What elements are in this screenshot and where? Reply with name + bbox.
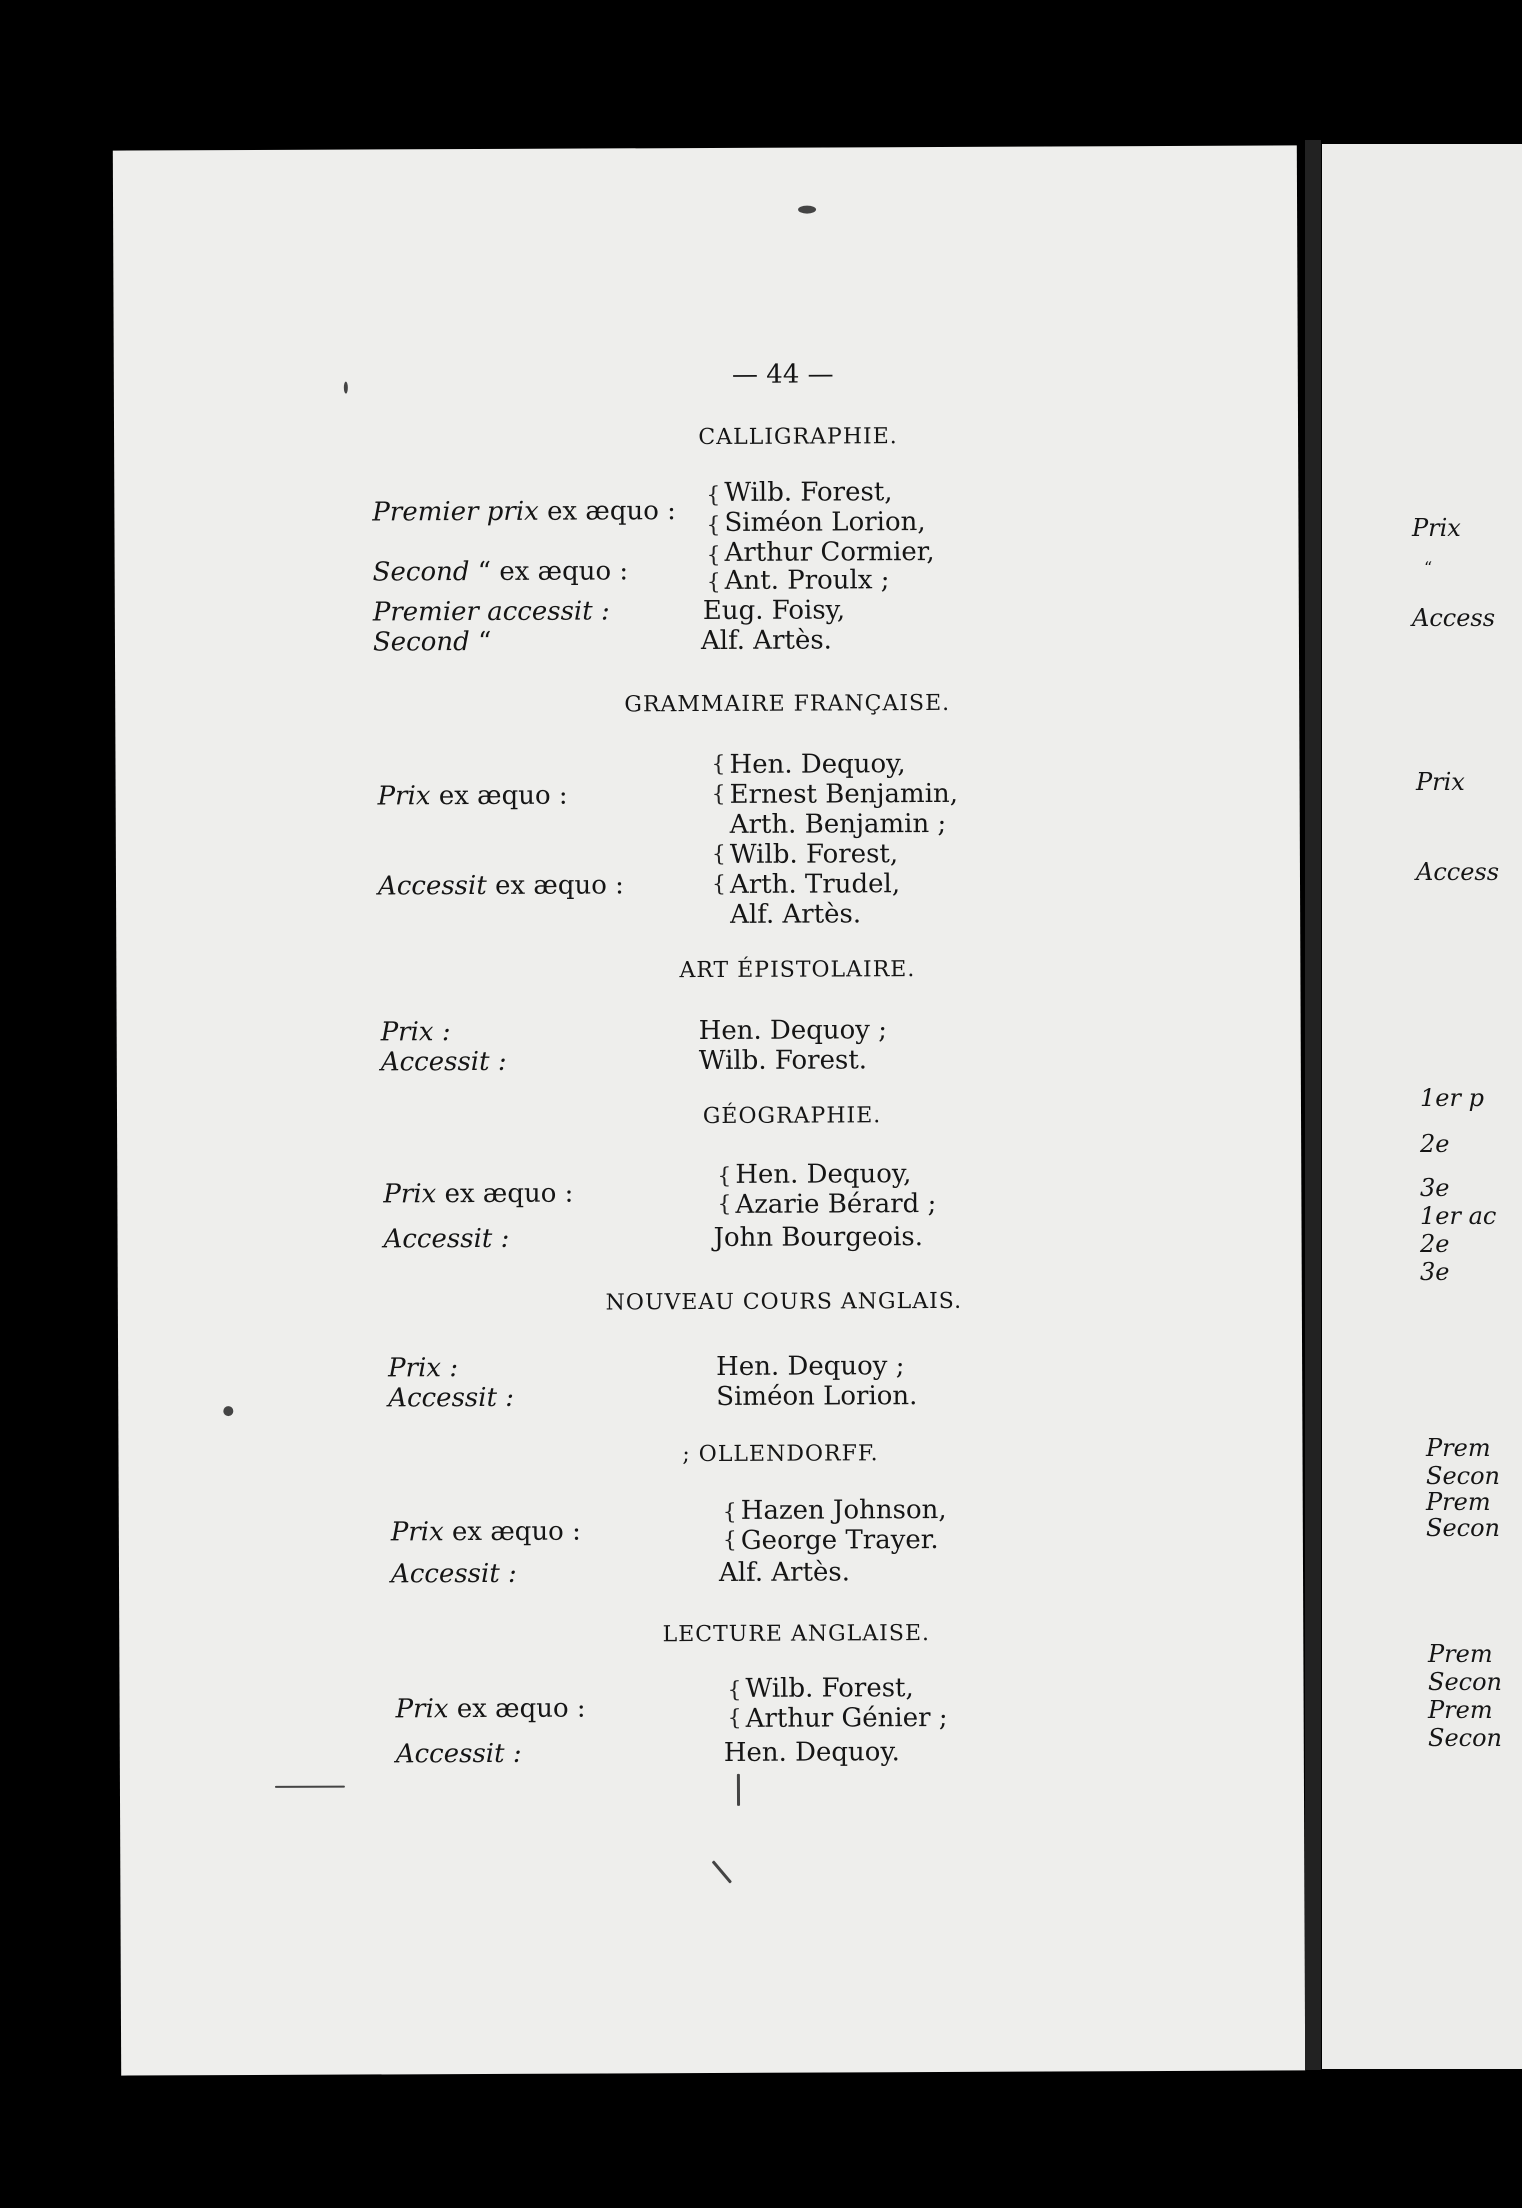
row-label: Accessit : [380, 1046, 507, 1078]
section-heading-geographie: GÉOGRAPHIE. [702, 1103, 882, 1130]
section-heading-grammaire: GRAMMAIRE FRANÇAISE. [624, 690, 951, 718]
adjacent-fragment: Prem [1426, 1488, 1491, 1516]
adjacent-fragment: Secon [1428, 1668, 1502, 1696]
winner-name: Hen. Dequoy, [729, 749, 906, 780]
brace: { [706, 482, 721, 509]
winner-name: Alf. Artès. [718, 1557, 851, 1588]
pencil-stroke [712, 1860, 732, 1883]
adjacent-fragment: 1er ac [1420, 1202, 1497, 1230]
winner-name: George Trayer. [740, 1525, 939, 1556]
adjacent-fragment: Prix [1416, 768, 1465, 796]
adjacent-fragment: Prem [1428, 1696, 1493, 1724]
row-label: Premier prix ex æquo : [372, 496, 676, 528]
winner-name: Hen. Dequoy ; [698, 1015, 888, 1047]
row-label: Prix ex æquo : [377, 780, 568, 812]
page-number: — 44 — [731, 359, 834, 390]
brace: { [711, 841, 726, 867]
ink-speck [798, 206, 816, 214]
winner-name: Hen. Dequoy ; [716, 1351, 905, 1382]
row-label: Second “ ex æquo : [372, 556, 629, 588]
adjacent-fragment: Prem [1428, 1640, 1493, 1668]
brace: { [706, 512, 721, 539]
winner-name: Siméon Lorion, [724, 507, 926, 538]
brace: { [717, 1191, 732, 1217]
row-label: Prix : [380, 1017, 451, 1048]
brace: { [711, 781, 726, 807]
row-label: Second “ [372, 626, 492, 658]
winner-name: Ant. Proulx ; [724, 565, 890, 596]
brace: { [722, 1499, 737, 1525]
winner-name: Hen. Dequoy. [723, 1737, 900, 1768]
winner-name: Arthur Cormier, [724, 537, 935, 568]
pencil-stroke [737, 1774, 740, 1806]
row-label: Prix ex æquo : [383, 1178, 574, 1210]
brace: { [727, 1705, 742, 1731]
adjacent-page [1322, 144, 1522, 2069]
winner-name: Hazen Johnson, [740, 1494, 947, 1526]
winner-name: Arthur Génier ; [745, 1702, 948, 1734]
adjacent-fragment: Prem [1426, 1434, 1491, 1462]
adjacent-fragment: Secon [1426, 1514, 1500, 1542]
brace: { [711, 751, 726, 777]
adjacent-fragment: 3e [1420, 1174, 1450, 1202]
section-heading-nouveau-cours: NOUVEAU COURS ANGLAIS. [605, 1288, 963, 1316]
row-label: Prix : [388, 1353, 459, 1384]
adjacent-fragment: 1er p [1420, 1084, 1484, 1112]
adjacent-fragment: Access [1412, 604, 1496, 632]
page-gutter [1305, 140, 1321, 2070]
adjacent-fragment: 3e [1420, 1258, 1450, 1286]
row-label: Accessit : [390, 1558, 517, 1590]
pencil-stroke [275, 1786, 345, 1788]
winner-name: Eug. Foisy, [702, 595, 846, 627]
winner-name: Ernest Benjamin, [729, 778, 959, 810]
section-heading-ollendorff: ; OLLENDORFF. [682, 1441, 879, 1468]
brace: { [717, 1163, 732, 1189]
adjacent-fragment: Access [1416, 858, 1500, 886]
book-page [113, 145, 1305, 2075]
section-heading-calligraphie: CALLIGRAPHIE. [698, 424, 898, 451]
row-label: Prix ex æquo : [395, 1693, 586, 1725]
winner-name: Wilb. Forest, [745, 1673, 914, 1704]
winner-name: Hen. Dequoy, [735, 1159, 912, 1190]
brace: { [706, 542, 721, 569]
winner-name: John Bourgeois. [713, 1222, 923, 1253]
row-label: Accessit : [395, 1738, 522, 1770]
winner-name: Alf. Artès. [700, 625, 832, 657]
winner-name: Wilb. Forest. [698, 1045, 868, 1077]
winner-name: Arth. Trudel, [729, 869, 901, 900]
winner-name: Azarie Bérard ; [735, 1189, 937, 1220]
row-label: Accessit : [383, 1223, 510, 1255]
adjacent-fragment: 2e [1420, 1230, 1450, 1258]
winner-name: Wilb. Forest, [724, 477, 893, 508]
adjacent-fragment: Prix [1412, 514, 1461, 542]
adjacent-fragment: Secon [1426, 1462, 1500, 1490]
winner-name: Siméon Lorion. [716, 1381, 918, 1412]
row-label: Prix ex æquo : [390, 1516, 581, 1548]
brace: { [727, 1677, 742, 1703]
section-heading-lecture-anglaise: LECTURE ANGLAISE. [662, 1621, 931, 1648]
ink-speck [344, 382, 348, 394]
brace: { [711, 871, 727, 897]
row-label: Premier accessit : [372, 596, 610, 628]
adjacent-fragment: 2e [1420, 1130, 1450, 1158]
brace: { [722, 1527, 737, 1553]
adjacent-fragment: Secon [1428, 1724, 1502, 1752]
adjacent-fragment: “ [1424, 558, 1433, 577]
winner-name: Alf. Artès. [730, 899, 862, 930]
row-label: Accessit : [388, 1382, 515, 1414]
brace: { [706, 569, 721, 596]
row-label: Accessit ex æquo : [377, 870, 624, 902]
winner-name: Wilb. Forest, [729, 839, 899, 870]
section-heading-art-epistolaire: ART ÉPISTOLAIRE. [679, 957, 916, 984]
ink-speck [223, 1406, 233, 1416]
winner-name: Arth. Benjamin ; [729, 808, 947, 840]
